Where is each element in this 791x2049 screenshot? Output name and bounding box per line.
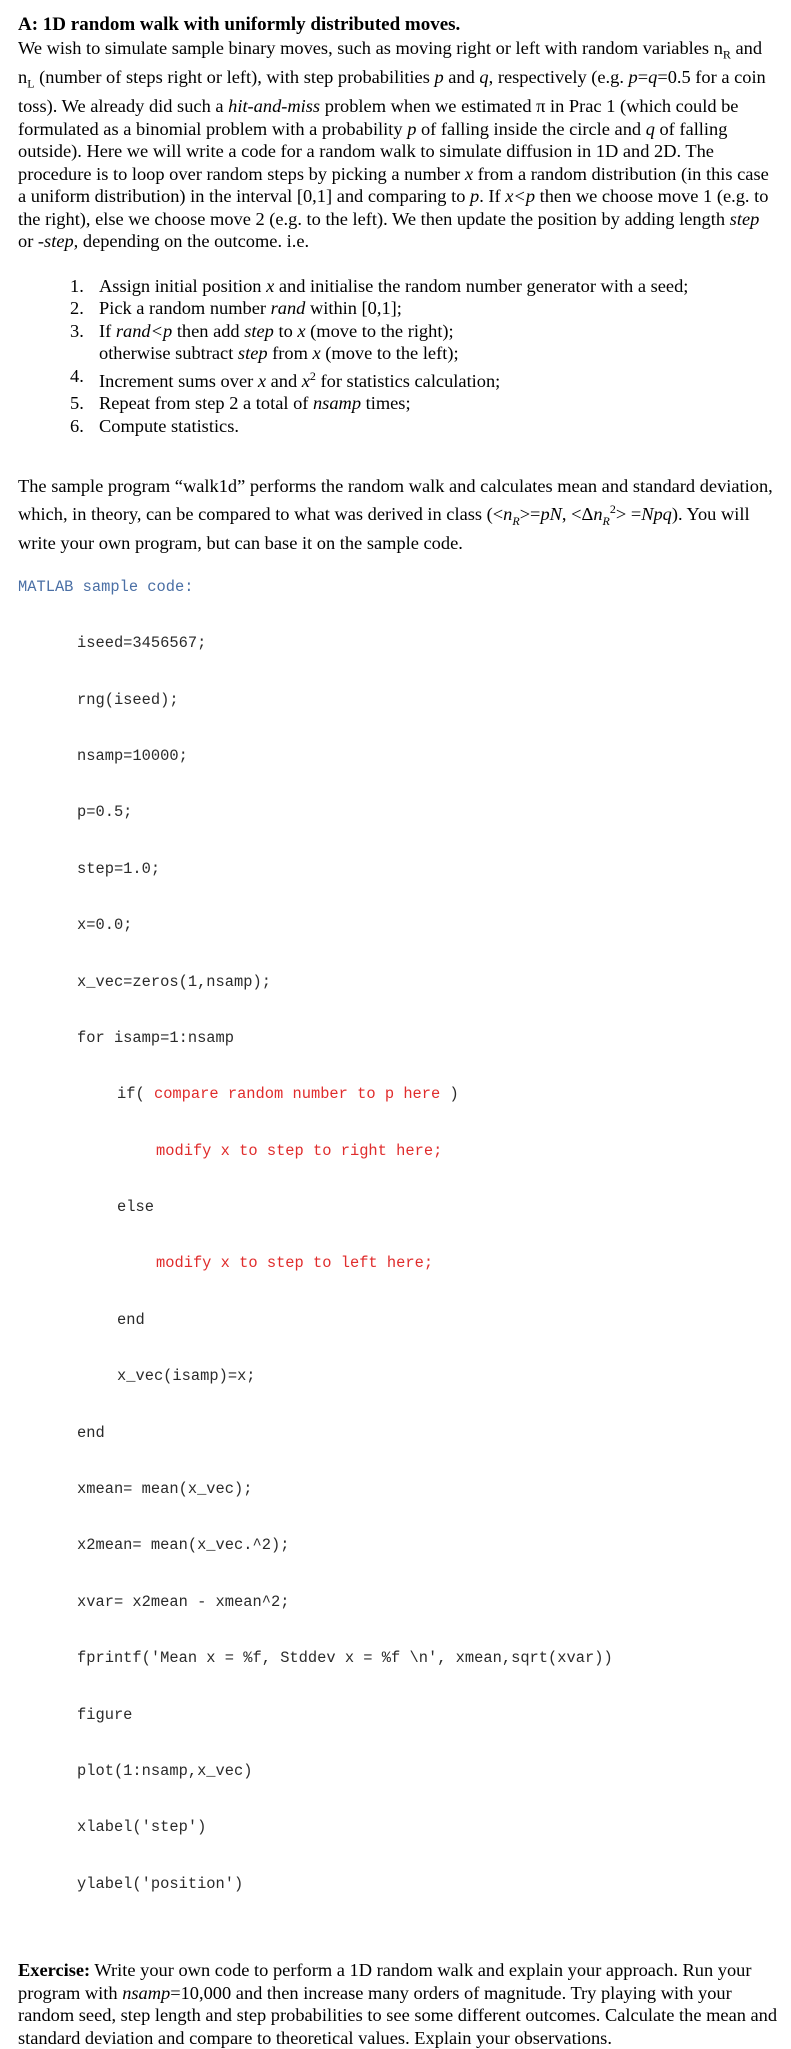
code-line: figure xyxy=(77,1705,133,1724)
intro-text: We wish to simulate sample binary moves, such as moving right or left with random variables xyxy=(18,38,714,58)
list-item xyxy=(18,392,778,415)
var-x: x xyxy=(266,275,275,296)
intro-text: and xyxy=(443,67,480,88)
step-text: If xyxy=(99,320,116,341)
var-n: n xyxy=(593,504,603,525)
document-page xyxy=(18,14,778,2049)
var-n: n xyxy=(18,67,28,88)
sample-text: > = xyxy=(615,504,642,525)
list-number: 5. xyxy=(70,393,84,414)
superscript-2: 2 xyxy=(309,368,316,383)
exercise-paragraph xyxy=(18,1959,778,2049)
var-rand: rand xyxy=(270,298,306,319)
var-q: q xyxy=(479,67,489,88)
step-text: then add xyxy=(172,320,245,341)
step-text: and initialise the random number generator with a seed; xyxy=(274,275,689,296)
step-text: Increment sums over xyxy=(99,370,258,391)
intro-paragraph xyxy=(18,37,778,253)
code-line: nsamp=10000; xyxy=(77,746,188,765)
intro-text: or - xyxy=(18,231,45,252)
condition-rand-lt-p: rand<p xyxy=(115,320,173,341)
var-n: n xyxy=(713,38,723,58)
intro-text: , respectively (e.g. xyxy=(488,67,629,88)
var-p: p xyxy=(470,186,480,207)
list-number: 1. xyxy=(70,275,84,296)
list-item xyxy=(18,365,778,393)
code-label: MATLAB sample code: xyxy=(18,577,194,596)
var-p: p xyxy=(434,67,444,88)
var-step: step xyxy=(244,320,274,341)
section-title: A: 1D random walk with uniformly distributed moves. xyxy=(18,14,461,35)
list-number: 6. xyxy=(70,415,84,436)
var-x: x xyxy=(464,163,474,184)
code-line: fprintf('Mean x = %f, Stddev x = %f \n', xmean,sqrt(xvar)) xyxy=(77,1649,613,1668)
code-line: x_vec=zeros(1,nsamp); xyxy=(77,972,271,991)
var-p: p xyxy=(407,118,417,139)
intro-text: (number of steps right or left), with step probabilities xyxy=(34,67,435,88)
code-block xyxy=(18,578,778,1931)
intro-text: of falling inside the circle and xyxy=(416,118,646,139)
procedure-list xyxy=(18,275,778,438)
intro-text: = xyxy=(637,67,649,88)
code-line: rng(iseed); xyxy=(77,690,179,709)
intro-text: depending on the outcome. i.e. xyxy=(78,231,310,252)
step-text: Pick a random number xyxy=(99,298,271,319)
code-line: else xyxy=(117,1198,154,1217)
code-line xyxy=(18,1085,778,1104)
step-text: and xyxy=(266,370,302,391)
var-n: n xyxy=(503,504,513,525)
code-line: end xyxy=(77,1423,105,1442)
expr-pN: pN xyxy=(540,504,562,525)
var-step: step xyxy=(729,208,760,229)
step-text: from xyxy=(267,343,313,364)
var-x: x xyxy=(257,370,266,391)
list-item xyxy=(18,415,778,438)
step-text: Repeat from step 2 a total of xyxy=(99,393,313,414)
step-text: (move to the right); xyxy=(305,320,454,341)
intro-text: problem when we estimated π in Prac 1 (which could be formulated as a binomial problem with a probability xyxy=(18,96,739,139)
subscript-l: L xyxy=(27,76,35,91)
var-x: x xyxy=(312,343,321,364)
var-step: step, xyxy=(44,231,79,252)
sample-text: ). You will write your own program, but can base it on the sample code. xyxy=(18,504,750,554)
superscript-2: 2 xyxy=(609,501,616,516)
sample-paragraph xyxy=(18,475,778,554)
step-text: otherwise subtract xyxy=(99,343,238,364)
sample-text: >= xyxy=(519,504,541,525)
subscript-r: R xyxy=(722,47,731,62)
sample-text: , <Δ xyxy=(561,504,594,525)
subscript-r: R xyxy=(512,513,520,528)
intro-text: of falling outside). Here we will write a code for a random walk to simulate diffusion in 1D and 2D. The procedure is to loop over random steps by picking a number xyxy=(18,118,728,184)
list-number: 2. xyxy=(70,298,84,319)
code-line: step=1.0; xyxy=(77,859,161,878)
var-q: q xyxy=(648,67,658,88)
step-text: within [0,1]; xyxy=(305,298,402,319)
code-line: x=0.0; xyxy=(77,916,133,935)
subscript-r: R xyxy=(602,513,610,528)
var-step: step xyxy=(237,343,268,364)
code-placeholder-line: modify x to step to left here; xyxy=(156,1254,434,1273)
code-listing xyxy=(18,597,778,1932)
code-line: x2mean= mean(x_vec.^2); xyxy=(77,1536,290,1555)
exercise-text: Write your own code to perform a 1D random walk and explain your approach. Run your program with xyxy=(18,1960,752,2003)
code-line: for isamp=1:nsamp xyxy=(77,1028,235,1047)
list-item xyxy=(18,320,778,365)
step-text: Assign initial position xyxy=(99,275,267,296)
intro-text: and xyxy=(730,38,763,58)
intro-text: =0.5 for a coin toss). We already did such a xyxy=(18,67,766,117)
condition-x-lt-p: x<p xyxy=(505,186,536,207)
term-hit-and-miss: hit-and-miss xyxy=(228,96,321,117)
expr-Npq: Npq xyxy=(641,504,672,525)
code-token: if( xyxy=(117,1085,154,1104)
step-text: times; xyxy=(361,393,411,414)
step-text: Compute statistics. xyxy=(99,415,239,436)
step-text: for statistics calculation; xyxy=(315,370,501,391)
code-line: p=0.5; xyxy=(77,803,133,822)
code-placeholder: compare random number to p here xyxy=(153,1085,441,1104)
code-line: end xyxy=(117,1310,145,1329)
intro-text: from a random distribution (in this case a uniform distribution) in the interval [0,1] and comparing to xyxy=(18,163,769,207)
list-number: 4. xyxy=(70,365,84,386)
code-line: plot(1:nsamp,x_vec) xyxy=(77,1761,253,1780)
code-line: xmean= mean(x_vec); xyxy=(77,1480,253,1499)
var-x: x xyxy=(297,320,306,341)
var-q: q xyxy=(645,118,655,139)
list-number: 3. xyxy=(70,320,84,341)
step-text: (move to the left); xyxy=(320,343,459,364)
code-line: iseed=3456567; xyxy=(77,634,207,653)
code-line: x_vec(isamp)=x; xyxy=(117,1367,256,1386)
code-line: xlabel('step') xyxy=(77,1818,207,1837)
exercise-text: =10,000 and then increase many orders of magnitude. Try playing with your random seed, step length and step probabilities to see some different outcomes. Calculate the mean and standard deviation and compare to theoretical values. Explain your observations. xyxy=(18,1982,778,2048)
exercise-label: Exercise: xyxy=(18,1960,91,1981)
list-item xyxy=(18,297,778,320)
var-nsamp: nsamp xyxy=(312,393,362,414)
var-nsamp: nsamp xyxy=(122,1982,171,2003)
code-line: ylabel('position') xyxy=(77,1874,244,1893)
code-line: xvar= x2mean - xmean^2; xyxy=(77,1592,290,1611)
var-x: x xyxy=(301,370,310,391)
list-item xyxy=(18,275,778,298)
intro-text: then we choose move 1 (e.g. to the right), else we choose move 2 (e.g. to the left). We then update the position by adding length xyxy=(18,186,769,229)
step-text: to xyxy=(273,320,298,341)
code-token: ) xyxy=(440,1085,459,1104)
var-p: p xyxy=(628,67,638,88)
sample-text: The sample program “walk1d” performs the random walk and calculates mean and standard deviation, which, in theory, can be compared to what was derived in class (< xyxy=(18,476,773,525)
code-placeholder-line: modify x to step to right here; xyxy=(156,1141,443,1160)
intro-text: . If xyxy=(479,186,506,207)
